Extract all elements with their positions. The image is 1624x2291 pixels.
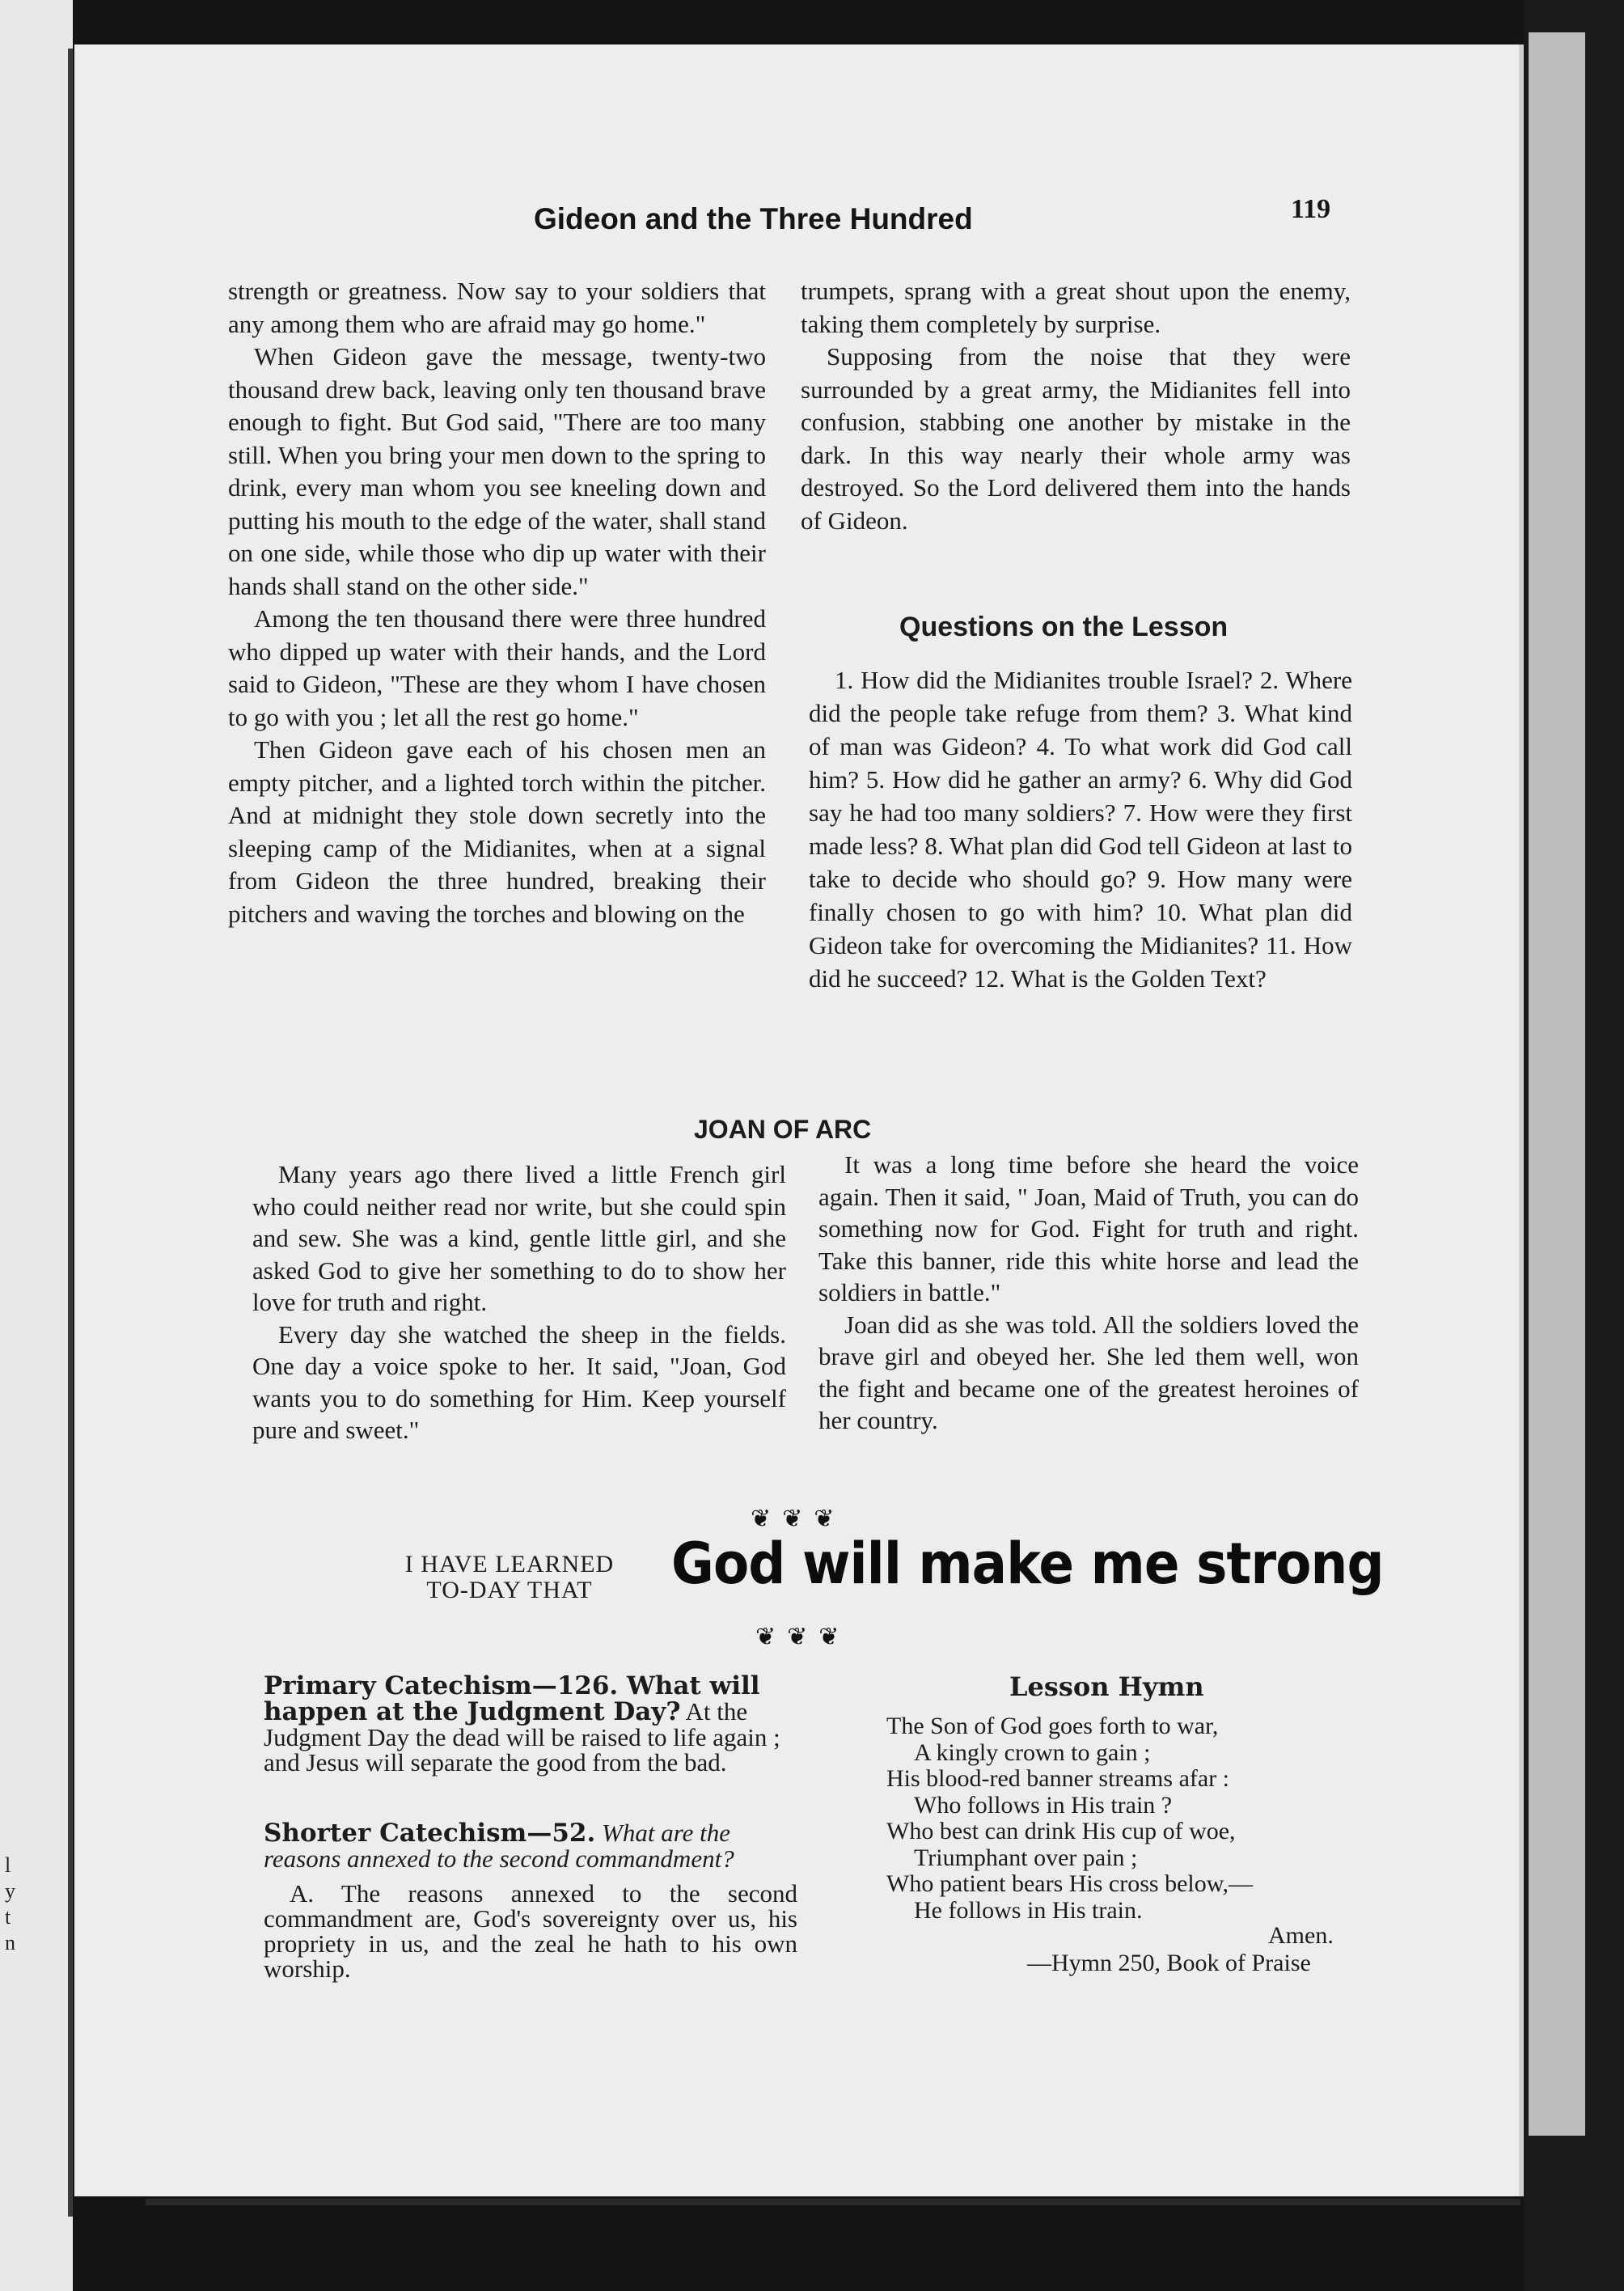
shorter-catechism-answer-block bbox=[264, 1881, 797, 1981]
primary-catechism-answer: At the Judgment Day the dead will be raised to life again ; and Jesus will separate the good from the bad. bbox=[264, 1697, 780, 1776]
story-paragraph: Supposing from the noise that they were surrounded by a great army, the Midianites fell into confusion, stabbing one another by mistake in the dark. In this way nearly their whole army was destroyed. So the Lord delivered them into the hands of Gideon. bbox=[801, 342, 1351, 535]
joan-paragraph: Many years ago there lived a little French girl who could neither read nor write, but she could spin and sew. She was a kind, gentle little girl, and she asked God to give her something to do to show her love for truth and right. bbox=[252, 1160, 786, 1316]
hymn-line: The Son of God goes forth to war, bbox=[886, 1713, 1219, 1739]
story-paragraph: Then Gideon gave each of his chosen men an empty pitcher, and a lighted torch within the pitcher. And at midnight they stole down secretly into the sleeping camp of the Midianites, when at a signal from Gideon the three hundred, breaking their pitchers and waving the torches and blowing on the bbox=[228, 735, 766, 928]
learned-label bbox=[372, 1552, 647, 1603]
running-title: Gideon and the Three Hundred bbox=[534, 202, 973, 235]
questions-text: 1. How did the Midianites trouble Israel? 2. Where did the people take refuge from them? 3. What kind of man was Gideon? 4. To what work did God call him? 5. How did he gather an army? 6. Why did God say he had too many soldiers? 7. How were they first made less? 8. What plan did God tell Gideon at last to take to decide who should go? 9. How many were finally chosen to go with him? 10. What plan did Gideon take for overcoming the Midianites? 11. How did he succeed? 12. What is the Golden Text? bbox=[809, 666, 1352, 993]
primary-catechism bbox=[264, 1673, 797, 1775]
shorter-catechism-answer: A. The reasons annexed to the second commandment are, God's sovereignty over us, his propriety in us, and the zeal he hath to his own worship. bbox=[264, 1879, 797, 1983]
motto-statement: God will make me strong bbox=[671, 1531, 1384, 1597]
story-paragraph: trumpets, sprang with a great shout upon the enemy, taking them completely by surprise. bbox=[801, 277, 1351, 338]
story-paragraph: strength or greatness. Now say to your soldiers that any among them who are afraid may go home." bbox=[228, 277, 766, 338]
joan-of-arc-heading: JOAN OF ARC bbox=[694, 1115, 872, 1144]
page-bottom-shadow bbox=[146, 2199, 1520, 2205]
hymn-line: Who follows in His train ? bbox=[914, 1791, 1173, 1819]
page-stack-edge bbox=[1529, 32, 1585, 2136]
lesson-hymn bbox=[886, 1713, 1388, 1924]
story-column-left bbox=[228, 275, 766, 930]
story-paragraph: Among the ten thousand there were three hundred who dipped up water with their hands, and the Lord said to Gideon, "These are they whom I have chosen to go with you ; let all the rest go home." bbox=[228, 604, 766, 731]
shorter-catechism bbox=[264, 1820, 797, 1871]
joan-paragraph: Every day she watched the sheep in the fields. One day a voice spoke to her. It said, "Joan, God wants you to do something for Him. Keep yourself pure and sweet." bbox=[252, 1319, 786, 1444]
joan-paragraph: Joan did as she was told. All the soldiers loved the brave girl and obeyed her. She led them well, won the fight and became one of the greatest heroines of her country. bbox=[818, 1310, 1359, 1434]
hymn-line: Triumphant over pain ; bbox=[914, 1844, 1138, 1871]
lesson-hymn-heading: Lesson Hymn bbox=[1009, 1671, 1204, 1702]
ornament-bottom: ❦❦❦ bbox=[755, 1624, 851, 1650]
questions-heading: Questions on the Lesson bbox=[899, 612, 1229, 642]
joan-paragraph: It was a long time before she heard the voice again. Then it said, " Joan, Maid of Truth, you can do something now for God. Fight for truth and right. Take this banner, ride this white horse and lead the soldiers in battle." bbox=[818, 1150, 1359, 1306]
hymn-amen: Amen. bbox=[1268, 1922, 1334, 1949]
joan-column-left bbox=[252, 1158, 786, 1446]
hymn-credit: —Hymn 250, Book of Praise bbox=[1027, 1950, 1311, 1976]
story-column-right bbox=[801, 275, 1351, 537]
questions-body bbox=[809, 663, 1352, 995]
hymn-line: He follows in His train. bbox=[914, 1896, 1143, 1924]
hymn-line: A kingly crown to gain ; bbox=[914, 1738, 1151, 1766]
hymn-line: Who patient bears His cross below,— bbox=[886, 1870, 1253, 1897]
primary-catechism-question: Primary Catechism—126. What will happen at the Judgment Day? bbox=[264, 1671, 760, 1726]
learned-line-2: TO-DAY THAT bbox=[426, 1577, 593, 1603]
learned-line-1: I HAVE LEARNED bbox=[404, 1551, 615, 1577]
hymn-line: Who best can drink His cup of woe, bbox=[886, 1818, 1236, 1844]
shorter-catechism-label: Shorter Catechism—52. bbox=[264, 1819, 596, 1848]
page-number: 119 bbox=[1291, 194, 1331, 224]
story-paragraph: When Gideon gave the message, twenty-two thousand drew back, leaving only ten thousand brave enough to fight. But God said, "There are too many still. When you bring your men down to the spring to drink, every man whom you see kneeling down and putting his mouth to the edge of the water, shall stand on one side, while those who dip up water with their hands shall stand on the other side." bbox=[228, 342, 766, 600]
page-gutter-shadow bbox=[68, 49, 73, 2217]
facing-page-fragment: l y t n bbox=[5, 1853, 15, 1954]
ornament-top: ❦❦❦ bbox=[751, 1505, 846, 1532]
hymn-line: His blood-red banner streams afar : bbox=[886, 1765, 1230, 1792]
joan-column-right bbox=[818, 1149, 1359, 1437]
shorter-catechism-question: What are the reasons annexed to the second commandment? bbox=[264, 1819, 734, 1873]
